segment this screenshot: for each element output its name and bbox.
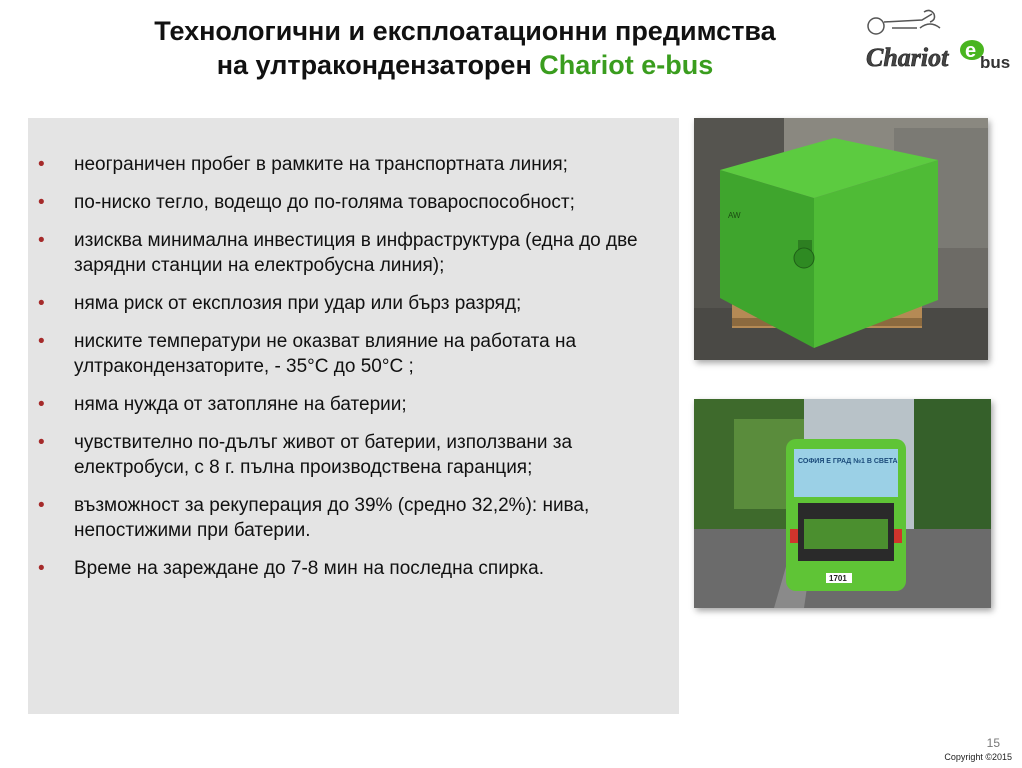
svg-text:e: e [965,40,977,62]
title-line-1: Технологични и експлоатационни предимства [154,16,776,46]
content-panel [28,118,679,714]
bullet-marker: • [38,331,45,352]
list-item: • неограничен пробег в рамките на транспортната линия; [38,154,568,175]
page-number: 15 [986,736,1000,750]
bus-plate-text: 1701 [829,574,847,583]
bullet-marker: • [38,230,45,251]
bullet-marker: • [38,293,45,314]
chariot-ebus-logo [862,6,1018,76]
title-line-2-text: на ултракондензаторен [216,50,532,80]
bullet-marker: • [38,154,45,175]
bus-rear-photo [694,399,991,608]
title-line-2 [40,48,890,82]
ultracapacitor-photo [694,118,988,360]
bullet-marker: • [38,192,45,213]
copyright-notice: Copyright ©2015 [944,752,1012,762]
bullet-marker: • [38,432,45,453]
bullet-marker: • [38,495,45,516]
list-item: • изисква минимална инвестиция в инфраструктура (една до две зарядни станции на електробусна линия); [38,230,638,276]
benefits-list [28,118,679,581]
list-item: • Време на зареждане до 7-8 мин на последна спирка. [38,558,544,579]
list-item: • чувствително по-дълъг живот от батерии, използвани за електробуси, с 8 г. пълна производствена гаранция; [38,432,573,478]
title-accent: Chariot e-bus [539,50,714,80]
list-item: • възможност за рекуперация до 39% (средно 32,2%): нива, непостижими при батерии. [38,495,590,541]
svg-text:Chariot: Chariot [866,43,949,72]
bus-banner-text: СОФИЯ Е ГРАД №1 В СВЕТА [798,458,898,465]
bullet-marker: • [38,394,45,415]
slide-title [40,14,890,82]
list-item: • по-ниско тегло, водещо до по-голяма товароспособност; [38,192,575,213]
svg-text:AW: AW [728,211,741,220]
svg-text:bus: bus [980,53,1011,72]
bullet-marker: • [38,558,45,579]
list-item: • ниските температури не оказват влияние на работата на ултракондензаторите, - 35°C до 50°C ; [38,331,577,377]
list-item: • няма риск от експлозия при удар или бърз разряд; [38,293,522,314]
list-item: • няма нужда от затопляне на батерии; [38,394,407,415]
